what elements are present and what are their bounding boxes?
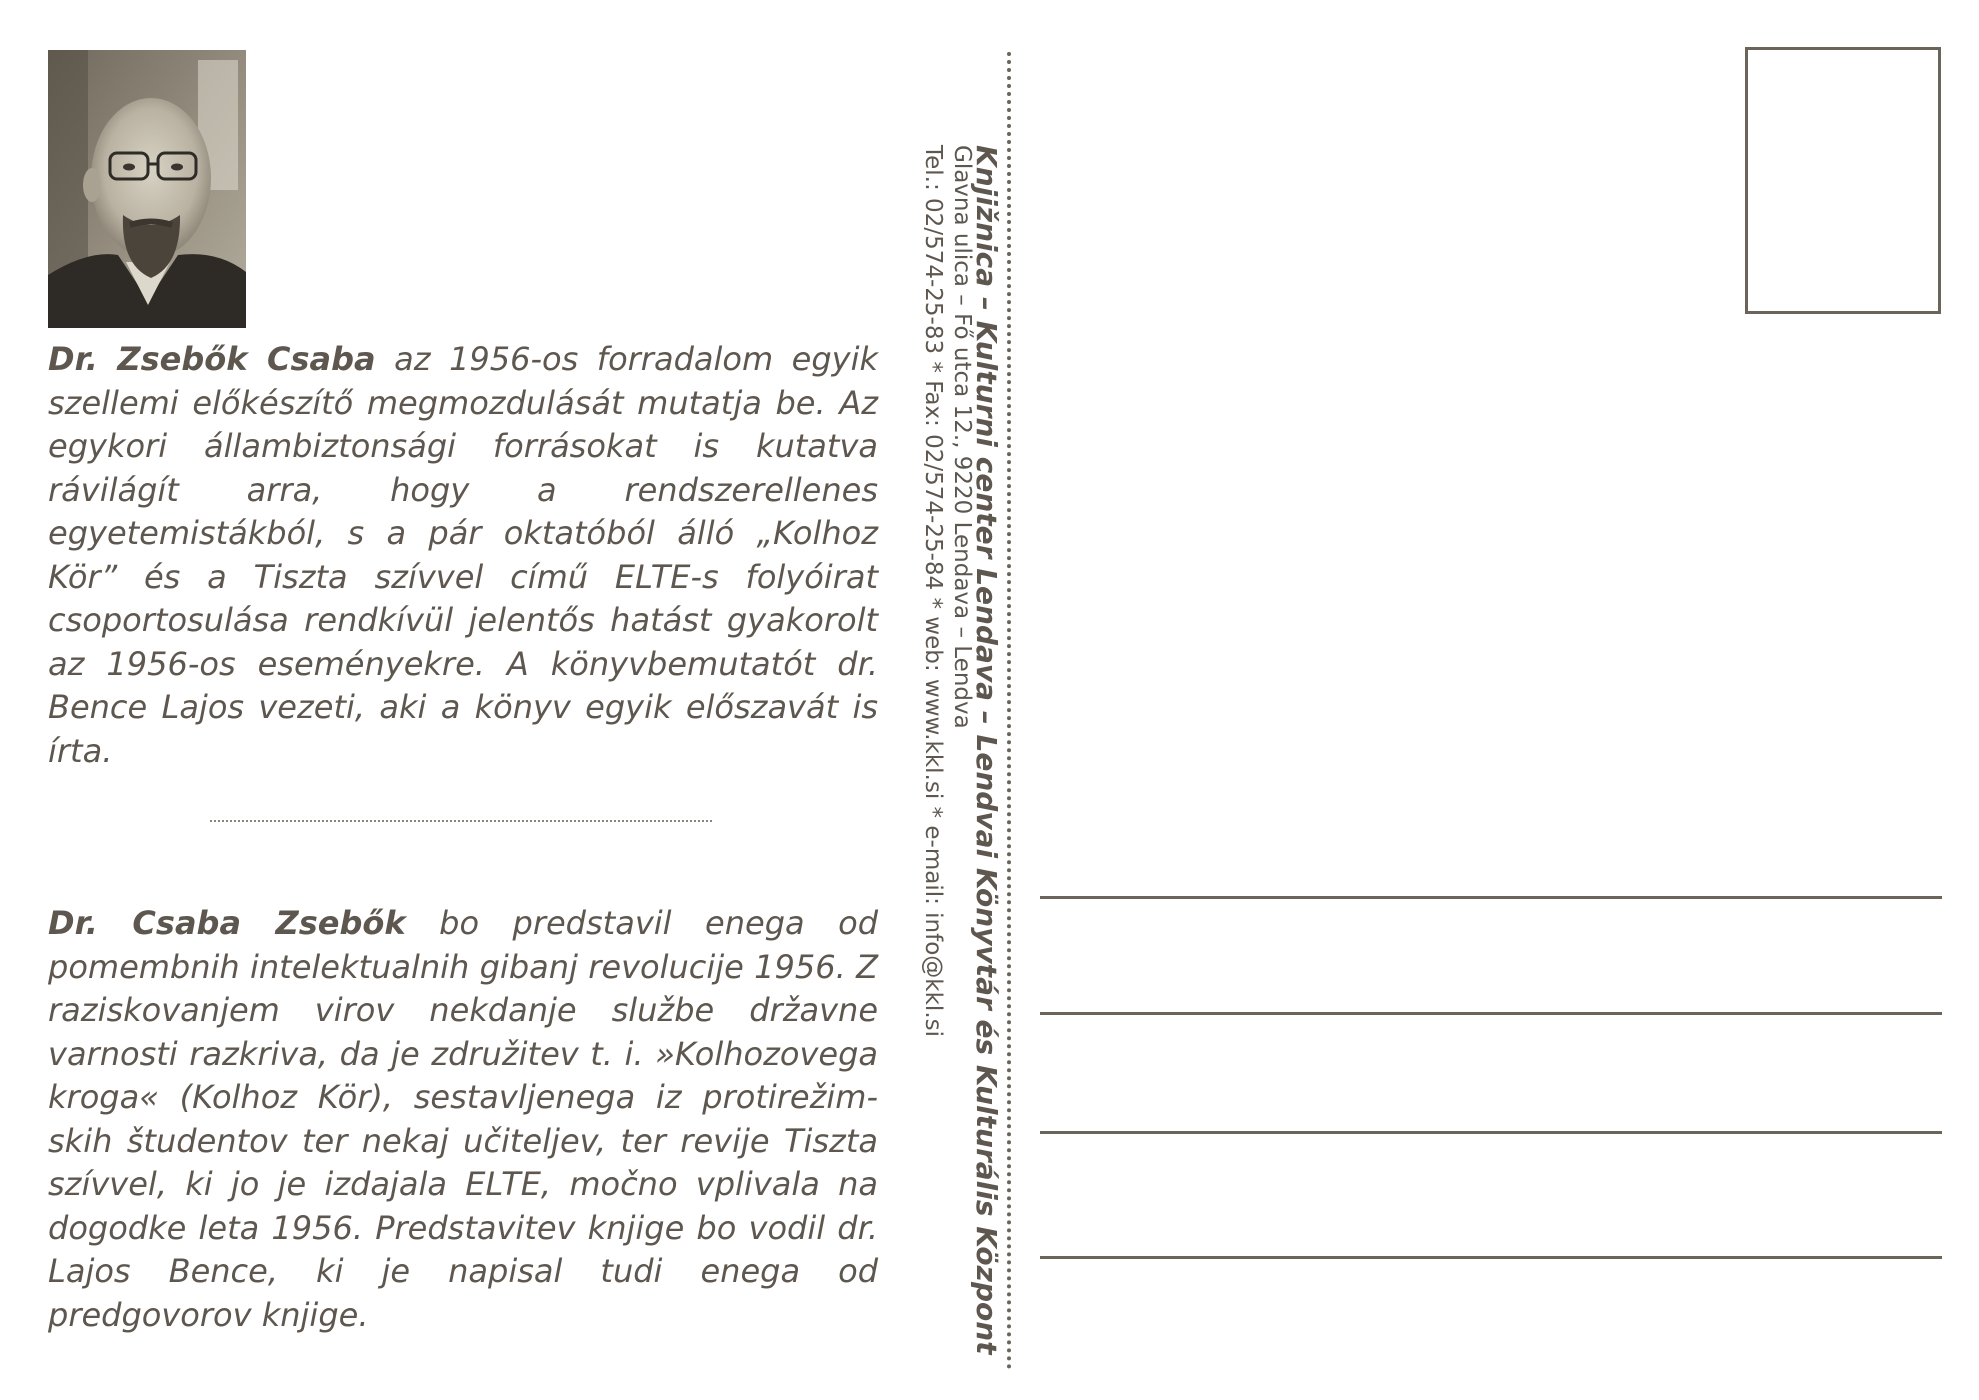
- portrait-image: [48, 50, 246, 328]
- stamp-box: [1745, 47, 1941, 314]
- section-divider: [210, 820, 712, 822]
- fold-separator: [1007, 52, 1011, 1370]
- address-line: [1040, 1012, 1942, 1015]
- hungarian-text: az 1956-os forradalom egyik szellemi előkészítő megmozdulását mutatja be. Az egykori állambiztonsági forrásokat is kutatva rávilágít arra, hogy a rendszerellenes egyetemistákból, s a pár oktatóból álló „Kolhoz Kör” és a Tiszta szívvel című ELTE-s folyóirat csoportosulása rendkívül jelentős hatást gyakorolt az 1956-os eseményekre. A könyvbemutatót dr. Bence Lajos vezeti, aki a könyv egyik előszavát is írta.: [48, 340, 878, 770]
- address-line: [1040, 1131, 1942, 1134]
- portrait-photo: [48, 50, 246, 328]
- slovenian-text: bo predstavil enega od pomembnih intelektualnih gibanj revolucije 1956. Z raziskovanjem virov nekdanje službe državne varnosti razkriva, da je združitev t. i. »Kolhozovega kroga« (Kolhoz Kör), sestavljenega iz protirežimskih študentov ter nekaj učiteljev, ter revije Tiszta szívvel, ki jo je izdajala ELTE, močno vplivala na dogodke leta 1956. Predstavitev knjige bo vodil dr. Lajos Bence, ki je napisal tudi enega od predgovorov knjige.: [48, 904, 878, 1334]
- hungarian-description: [48, 338, 878, 773]
- address-line: [1040, 896, 1942, 899]
- address-line: [1040, 1256, 1942, 1259]
- slovenian-paragraph: [48, 902, 878, 1337]
- sender-contact: Tel.: 02/574-25-83 * Fax: 02/574-25-84 * web: www.kkl.si * e-mail: info@kkl.si: [920, 145, 946, 1038]
- slovenian-description: [48, 902, 878, 1337]
- sender-institution: Knjižnica – Kulturni center Lendava – Lendvai Könyvtár és Kulturális Központ: [970, 145, 1003, 1355]
- author-name-slovenian: Dr. Csaba Zsebők: [48, 904, 406, 942]
- hungarian-paragraph: [48, 338, 878, 773]
- sender-address: Glavna ulica – Fő utca 12., 9220 Lendava – Lendva: [949, 145, 975, 729]
- author-name-hungarian: Dr. Zsebők Csaba: [48, 340, 376, 378]
